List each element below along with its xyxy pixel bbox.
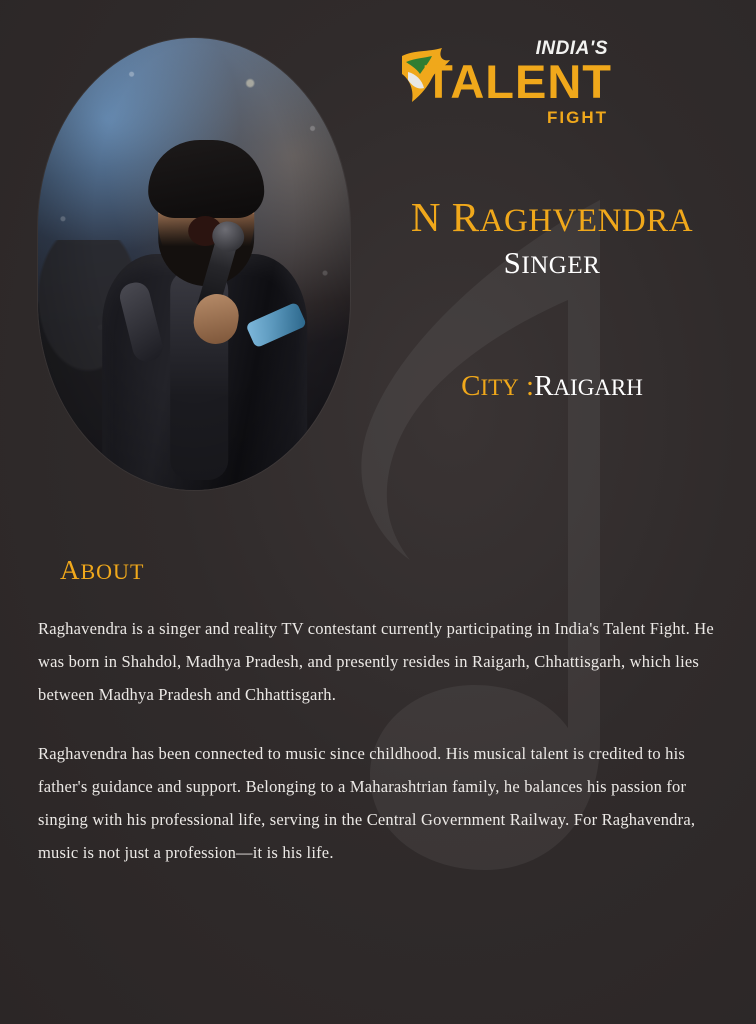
artist-role: SINGER <box>503 245 601 281</box>
artist-name-block <box>366 196 738 281</box>
logo-text-talent: TALENT <box>424 55 612 108</box>
about-paragraph-1: Raghavendra is a singer and reality TV contestant currently participating in India's Talent Fight. He was born in Shahdol, Madhya Pradesh, and presently resides in Raigarh, Chhattisgarh, which lies between Madhya Pradesh and Chhattisgarh. <box>38 619 714 704</box>
artist-name-rest: AGHVENDRA <box>479 203 694 239</box>
city-label: CITY : <box>461 370 535 402</box>
about-heading: ABOUT <box>60 555 145 585</box>
artist-photo <box>38 38 350 490</box>
brand-logo <box>398 38 614 130</box>
about-paragraph-2: Raghavendra has been connected to music since childhood. His musical talent is credited to his father's guidance and support. Belonging to a Maharashtrian family, he balances his passion for singing with his professional life, serving in the Central Government Railway. For Raghavendra, music is not just a profession—it is his life. <box>38 744 696 862</box>
logo-text-fight: FIGHT <box>547 108 608 127</box>
logo-text-indias: INDIA'S <box>535 38 608 59</box>
photo-vignette <box>38 38 350 490</box>
city-value: RAIGARH <box>534 370 643 402</box>
about-body <box>38 612 722 869</box>
artist-city-block <box>366 370 738 403</box>
artist-name: N RAGHVENDRA <box>410 194 694 240</box>
